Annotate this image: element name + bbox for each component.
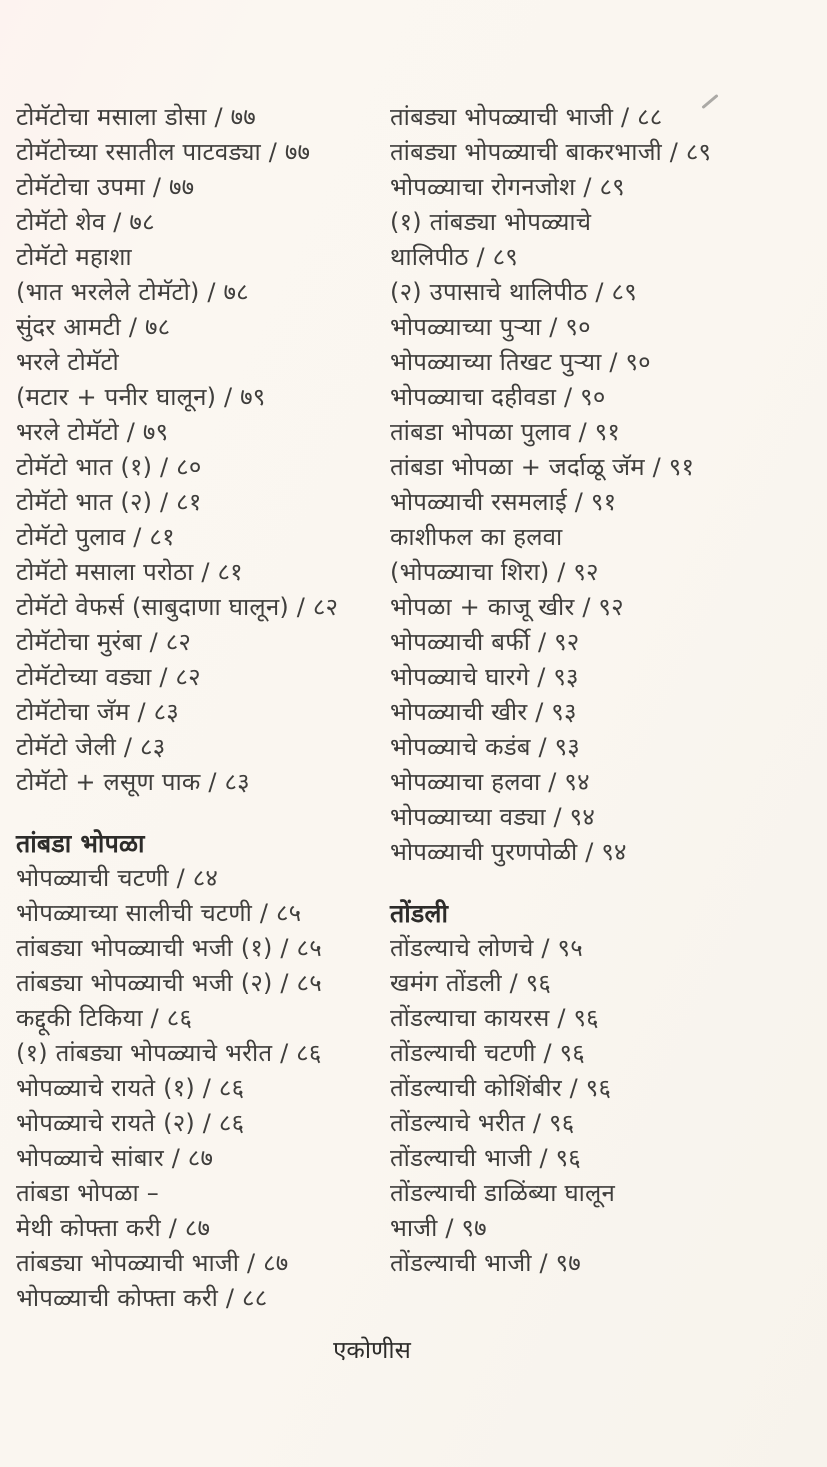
index-entry: भोपळ्याचा रोगनजोश / ८९ xyxy=(390,173,625,201)
section-heading: तोंडली xyxy=(390,899,449,928)
index-entry: टोमॅटो + लसूण पाक / ८३ xyxy=(16,768,250,796)
index-column-left xyxy=(16,100,384,1316)
index-entry: टोमॅटोच्या वड्या / ८२ xyxy=(16,663,201,691)
index-entry: भाजी / ९७ xyxy=(390,1214,487,1242)
index-entry: तोंडल्याची भाजी / ९७ xyxy=(390,1249,581,1277)
index-entry: भोपळा + काजू खीर / ९२ xyxy=(390,593,624,621)
index-entry: तांबड्या भोपळ्याची भजी (२) / ८५ xyxy=(16,969,322,997)
index-entry: भोपळ्याच्या तिखट पुऱ्या / ९० xyxy=(390,348,651,376)
index-entry: टोमॅटो मसाला परोठा / ८१ xyxy=(16,558,243,586)
index-entry: तोंडल्याचे लोणचे / ९५ xyxy=(390,934,583,962)
index-entry: भोपळ्याचे कडंब / ९३ xyxy=(390,733,580,761)
index-entry: तोंडल्याचा कायरस / ९६ xyxy=(390,1004,599,1032)
index-entry: मेथी कोफ्ता करी / ८७ xyxy=(16,1214,211,1242)
index-entry: भोपळ्याची बर्फी / ९२ xyxy=(390,628,580,656)
index-entry: (भोपळ्याचा शिरा) / ९२ xyxy=(390,558,599,586)
index-entry: भोपळ्याच्या पुऱ्या / ९० xyxy=(390,313,591,341)
index-entry: भोपळ्याचा दहीवडा / ९० xyxy=(390,383,606,411)
section-heading: तांबडा भोपळा xyxy=(16,829,145,858)
index-entry: काशीफल का हलवा xyxy=(390,523,563,551)
index-entry: भोपळ्याचे घारगे / ९३ xyxy=(390,663,579,691)
index-column-right xyxy=(390,100,820,1281)
index-entry: टोमॅटोचा जॅम / ८३ xyxy=(16,698,179,726)
index-entry: तोंडल्याची भाजी / ९६ xyxy=(390,1144,581,1172)
index-entry: टोमॅटोचा मसाला डोसा / ७७ xyxy=(16,103,256,131)
index-entry: टोमॅटो वेफर्स (साबुदाणा घालून) / ८२ xyxy=(16,593,339,621)
index-entry: थालिपीठ / ८९ xyxy=(390,243,518,271)
index-entry: तांबड्या भोपळ्याची भाजी / ८७ xyxy=(16,1249,289,1277)
index-entry: भोपळ्याची पुरणपोळी / ९४ xyxy=(390,838,627,866)
index-entry: भोपळ्याची चटणी / ८४ xyxy=(16,864,219,892)
index-entry: तांबडा भोपळा पुलाव / ९१ xyxy=(390,418,621,446)
index-entry: भोपळ्याची रसमलाई / ९१ xyxy=(390,488,617,516)
index-entry: तोंडल्याची डाळिंब्या घालून xyxy=(390,1179,616,1207)
index-entry: टोमॅटो पुलाव / ८१ xyxy=(16,523,175,551)
index-entry: टोमॅटो जेली / ८३ xyxy=(16,733,166,761)
index-entry: भरले टोमॅटो xyxy=(16,348,119,376)
index-entry: कद्दूकी टिकिया / ८६ xyxy=(16,1004,193,1032)
index-entry: टोमॅटो भात (१) / ८० xyxy=(16,453,202,481)
index-entry: (भात भरलेले टोमॅटो) / ७८ xyxy=(16,278,249,306)
index-entry: तांबड्या भोपळ्याची भजी (१) / ८५ xyxy=(16,934,322,962)
index-entry: तांबड्या भोपळ्याची बाकरभाजी / ८९ xyxy=(390,138,712,166)
index-entry: टोमॅटो भात (२) / ८१ xyxy=(16,488,202,516)
index-entry: तांबड्या भोपळ्याची भाजी / ८८ xyxy=(390,103,663,131)
index-entry: तांबडा भोपळा – xyxy=(16,1179,159,1207)
index-entry: तांबडा भोपळा + जर्दाळू जॅम / ९१ xyxy=(390,453,695,481)
index-entry: टोमॅटोचा उपमा / ७७ xyxy=(16,173,195,201)
index-entry: (१) तांबड्या भोपळ्याचे भरीत / ८६ xyxy=(16,1039,322,1067)
index-entry: (२) उपासाचे थालिपीठ / ८९ xyxy=(390,278,637,306)
index-entry: टोमॅटोचा मुरंबा / ८२ xyxy=(16,628,192,656)
index-entry: टोमॅटो शेव / ७८ xyxy=(16,208,155,236)
index-entry: (मटार + पनीर घालून) / ७९ xyxy=(16,383,266,411)
index-entry: तोंडल्याची चटणी / ९६ xyxy=(390,1039,585,1067)
index-entry: टोमॅटो महाशा xyxy=(16,243,132,271)
index-entry: तोंडल्याचे भरीत / ९६ xyxy=(390,1109,575,1137)
index-entry: भरले टोमॅटो / ७९ xyxy=(16,418,169,446)
index-entry: भोपळ्याचा हलवा / ९४ xyxy=(390,768,590,796)
index-entry: भोपळ्याची कोफ्ता करी / ८८ xyxy=(16,1284,268,1312)
index-entry: टोमॅटोच्या रसातील पाटवड्या / ७७ xyxy=(16,138,311,166)
index-entry: भोपळ्याच्या वड्या / ९४ xyxy=(390,803,596,831)
index-entry: भोपळ्याचे सांबार / ८७ xyxy=(16,1144,214,1172)
page-number-word: एकोणीस xyxy=(333,1336,411,1364)
index-entry: सुंदर आमटी / ७८ xyxy=(16,313,171,341)
index-entry: भोपळ्याचे रायते (१) / ८६ xyxy=(16,1074,245,1102)
index-entry: तोंडल्याची कोशिंबीर / ९६ xyxy=(390,1074,612,1102)
index-entry: भोपळ्याची खीर / ९३ xyxy=(390,698,577,726)
index-entry: (१) तांबड्या भोपळ्याचे xyxy=(390,208,592,236)
index-entry: भोपळ्याच्या सालीची चटणी / ८५ xyxy=(16,899,302,927)
index-entry: भोपळ्याचे रायते (२) / ८६ xyxy=(16,1109,245,1137)
index-entry: खमंग तोंडली / ९६ xyxy=(390,969,552,997)
